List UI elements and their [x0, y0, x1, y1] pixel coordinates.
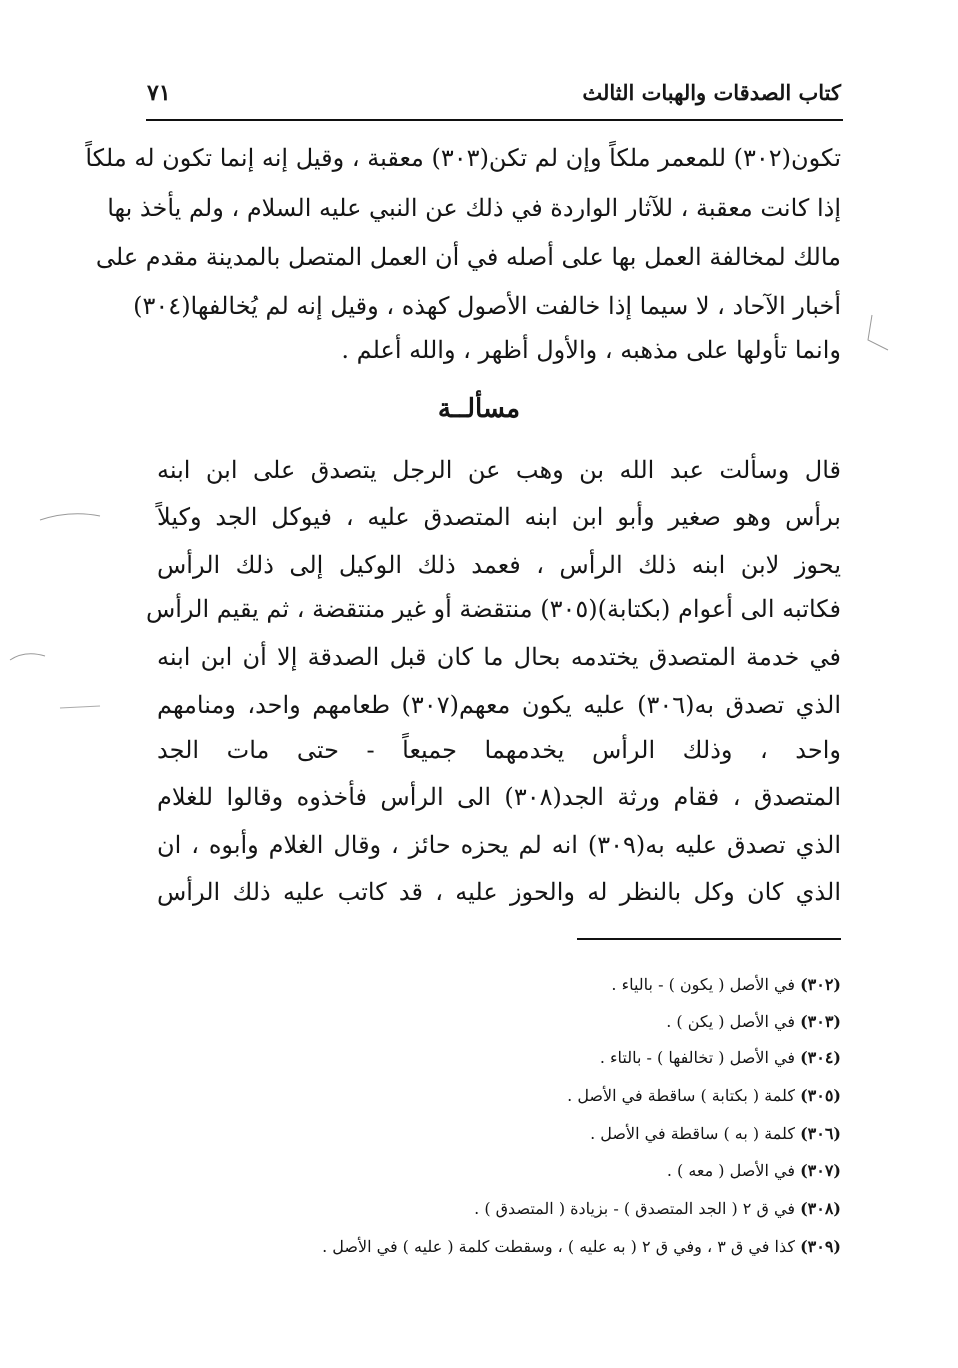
- paragraph1-line: أخبار الآحاد ، لا سيما إذا خالفت الأصول كهذه ، وقيل إنه لم يُخالفها(٣٠٤): [133, 292, 841, 320]
- paragraph1-line: تكون(٣٠٢) للمعمر ملكاً وإن لم تكن(٣٠٣) معقبة ، وقيل إنه إنما تكون له ملكاً: [85, 144, 841, 172]
- paragraph1-line: وانما تأولها على مذهبه ، والأول أظهر ، والله أعلم .: [341, 336, 841, 364]
- paragraph2-line: في خدمة المتصدق يختدمه بحال ما كان قبل الصدقة إلا أن ابن ابنه: [157, 643, 841, 671]
- footnote-text: كلمة ( بكتابة ) ساقطة في الأصل .: [567, 1086, 795, 1105]
- footnote-number: (٣٠٥): [800, 1086, 841, 1105]
- footnote: [667, 1161, 841, 1180]
- footnote-text: كذا في ق ٣ ، وفي ق ٢ ( به عليه ) ، وسقطت كلمة ( عليه ) في الأصل .: [322, 1237, 795, 1256]
- paragraph2-line: الذي كان وكل بالنظر له والحوز عليه ، قد كاتب عليه ذلك الرأس: [157, 878, 841, 906]
- paragraph2-line: يحوز لابن ابنه ذلك الرأس ، فعمد ذلك الوكيل إلى ذلك الرأس: [157, 551, 841, 579]
- footnote: [322, 1237, 841, 1256]
- footnote-text: في الأصل ( تخالفها ) - بالتاء .: [599, 1048, 795, 1067]
- footnote-number: (٣٠٨): [800, 1199, 841, 1218]
- footnote-text: في ق ٢ ( الجد المتصدق ) - بزيادة ( المتصدق ) .: [474, 1199, 795, 1218]
- paragraph2-line: المتصدق ، فقام ورثة الجد(٣٠٨) الى الرأس فأخذوه وقالوا للغلام: [157, 783, 841, 811]
- footnote-number: (٣٠٦): [800, 1124, 841, 1143]
- footnote-number: (٣٠٣): [800, 1012, 841, 1031]
- footnote: [611, 975, 841, 994]
- footnote-text: في الأصل ( يكون ) - بالياء .: [611, 975, 795, 994]
- footnote-number: (٣٠٩): [800, 1237, 841, 1256]
- footnote: [474, 1199, 841, 1218]
- paragraph2-line: واحد ، وذلك الرأس يخدمهما جميعاً - حتى مات الجد: [157, 736, 841, 764]
- paragraph1-line: مالك لمخالفة العمل بها على أصله في أن العمل المتصل بالمدينة مقدم على: [95, 243, 841, 271]
- footnote-number: (٣٠٤): [800, 1048, 841, 1067]
- paragraph1-line: إذا كانت معقبة ، للآثار الواردة في ذلك عن النبي عليه السلام ، ولم يأخذ بها: [107, 194, 841, 222]
- running-header-title: كتاب الصدقات والهبات الثالث: [582, 80, 841, 105]
- footnote-number: (٣٠٧): [800, 1161, 841, 1180]
- footnote-text: في الأصل ( معه ) .: [666, 1161, 795, 1180]
- paragraph2-line: برأس وهو صغير وأبو ابن ابنه المتصدق عليه ، فيوكل الجد وكيلاً: [157, 503, 841, 531]
- footnote: [590, 1124, 841, 1143]
- footnote: [567, 1086, 841, 1105]
- footnote-number: (٣٠٢): [800, 975, 841, 994]
- header-divider: [146, 119, 843, 121]
- section-heading: مسألــة: [437, 394, 521, 424]
- footnote: [600, 1048, 841, 1067]
- footnote-divider: [577, 938, 841, 940]
- scan-noise-marks: [0, 480, 110, 720]
- scan-noise-marks: [860, 310, 900, 360]
- footnote: [666, 1012, 841, 1031]
- paragraph2-line: الذي تصدق به(٣٠٦) عليه يكون معهم(٣٠٧) طعامهم واحد، ومنامهم: [157, 691, 841, 719]
- page-number: ٧١: [147, 80, 171, 106]
- paragraph2-line: فكاتبه الى أعوام (بكتابة)(٣٠٥) منتقضة أو غير منتقضة ، ثم يقيم الرأس: [145, 595, 841, 623]
- paragraph2-line: قال وسألت عبد الله بن وهب عن الرجل يتصدق على ابن ابنه: [157, 456, 841, 484]
- footnote-text: في الأصل ( يكن ) .: [666, 1012, 795, 1031]
- paragraph2-line: الذي تصدق عليه به(٣٠٩) انه لم يحزه حائز ، وقال الغلام وأبوه ، ان: [157, 831, 841, 859]
- footnote-text: كلمة ( به ) ساقطة في الأصل .: [590, 1124, 795, 1143]
